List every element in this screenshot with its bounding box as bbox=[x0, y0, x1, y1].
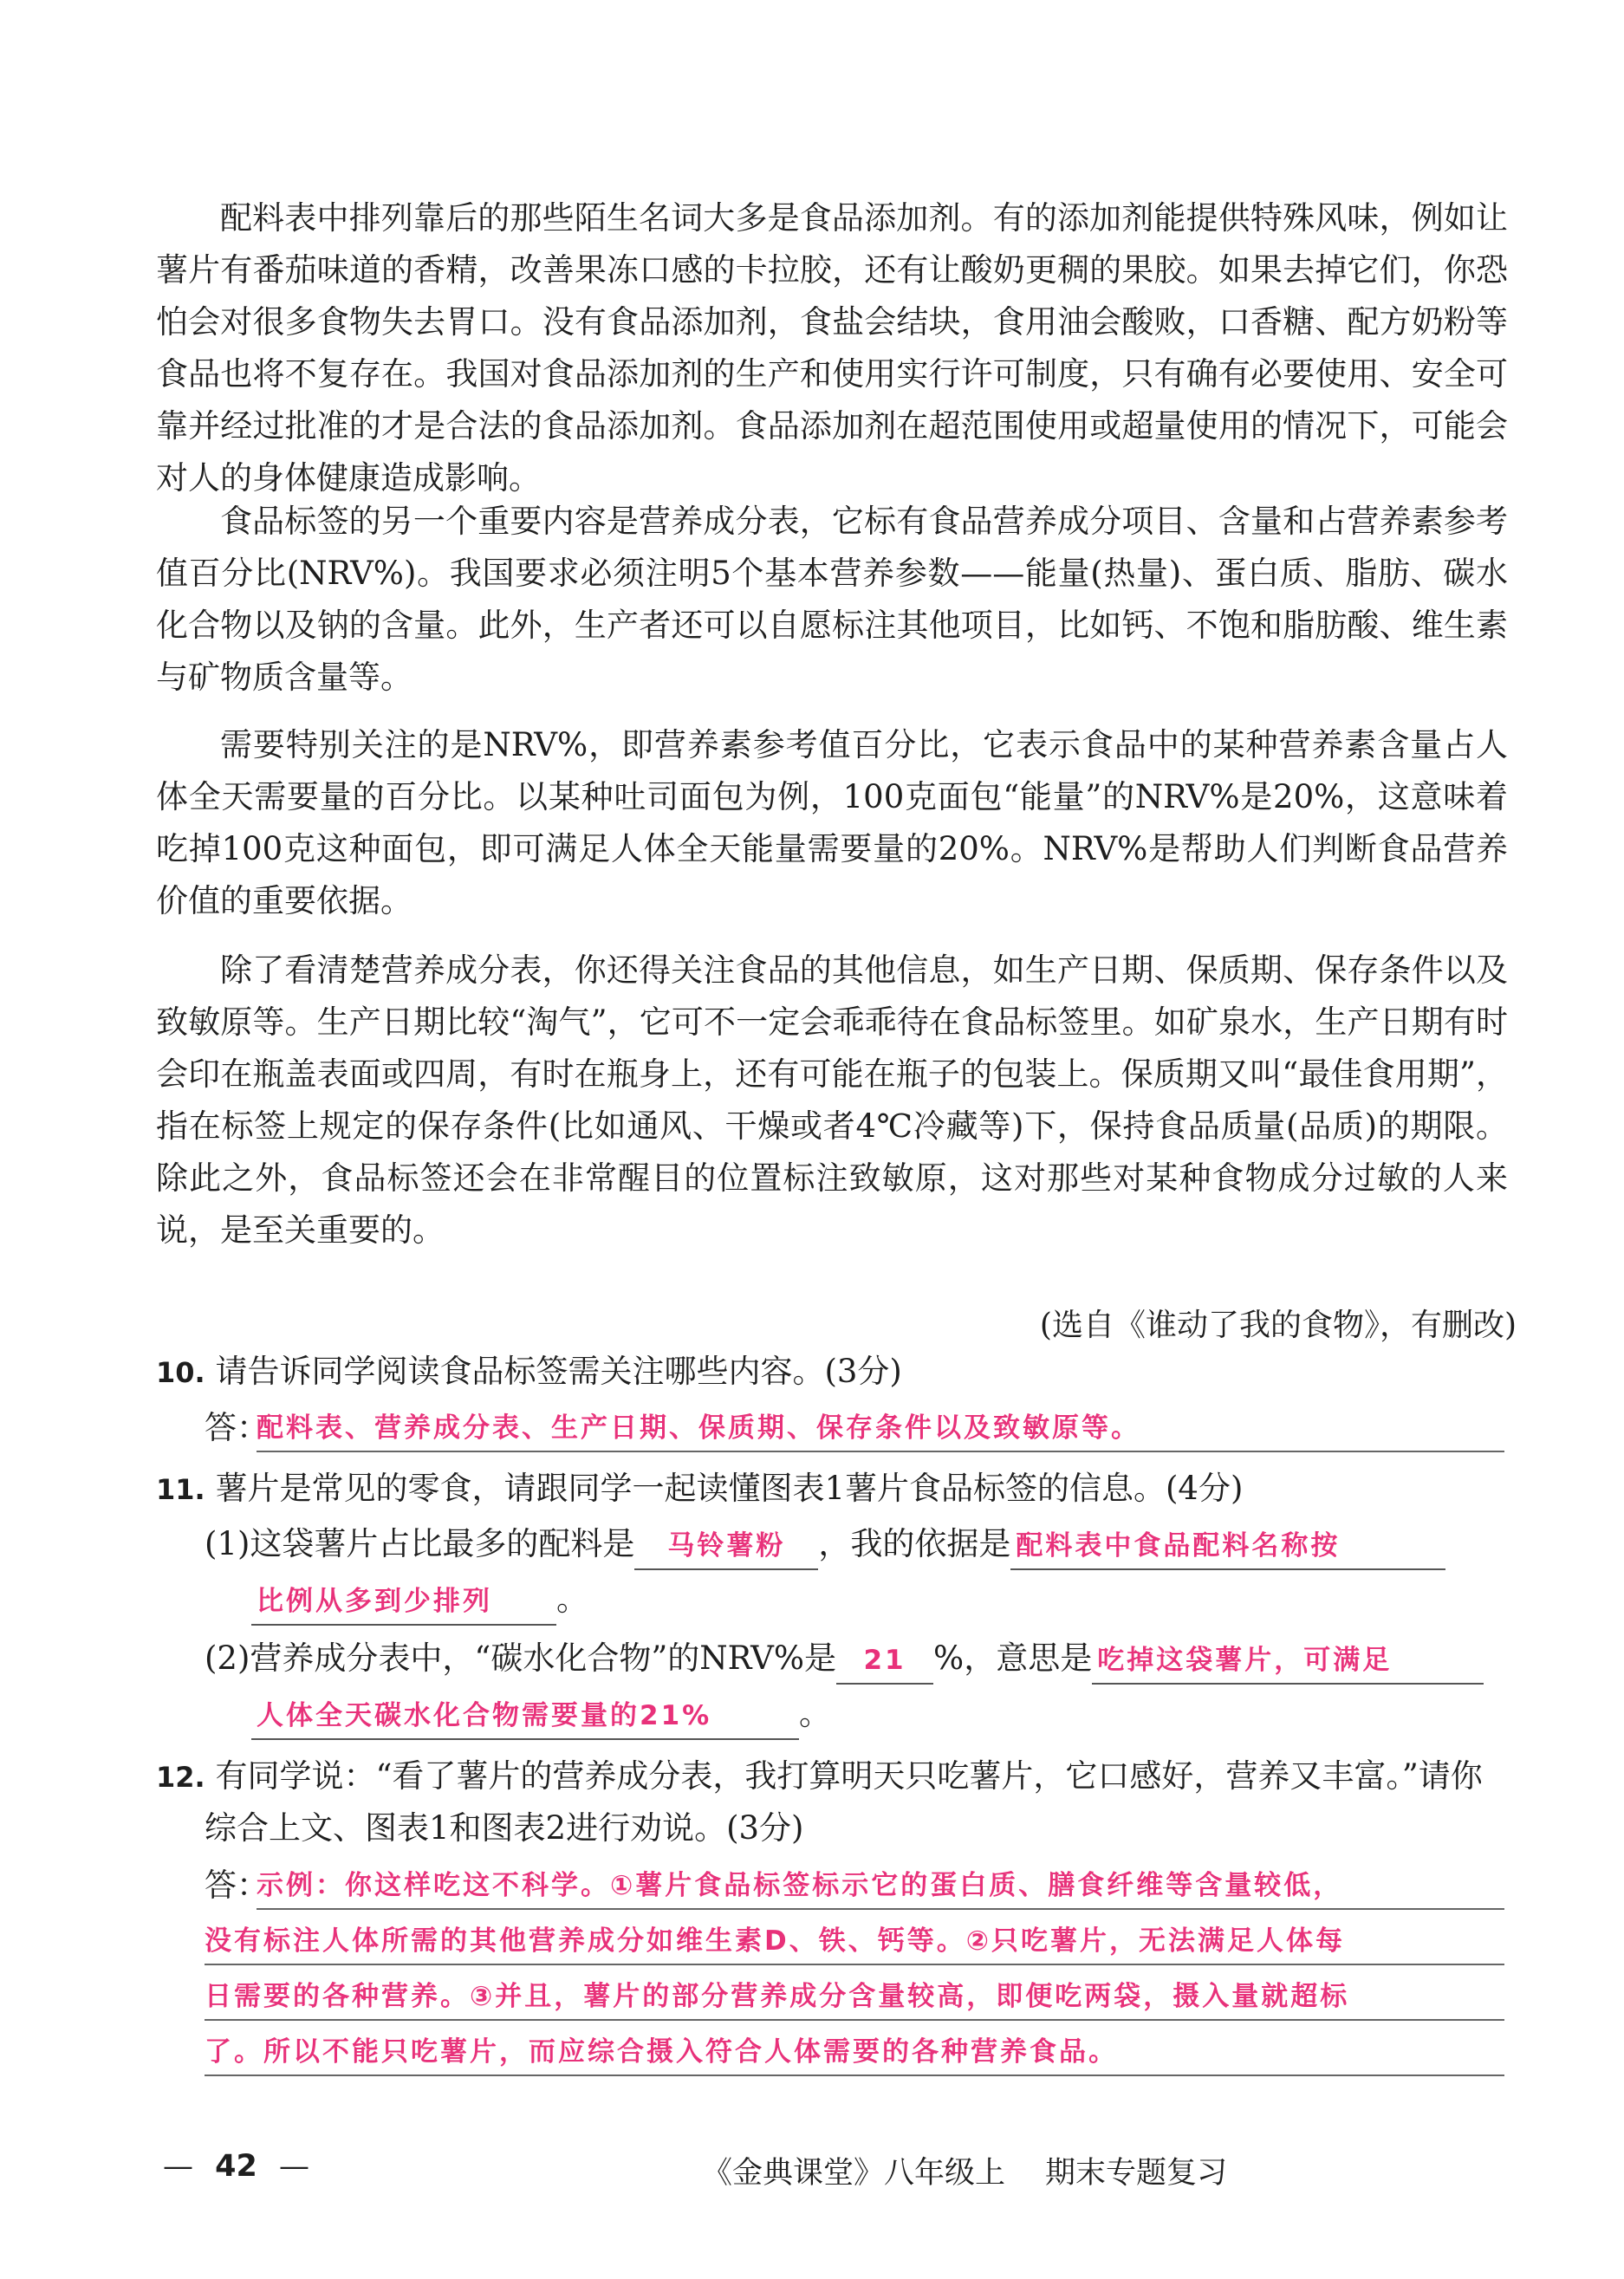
answer-blank bbox=[634, 1522, 818, 1570]
question-number: 10. bbox=[156, 1356, 205, 1389]
handwritten-answer: 配料表、营养成分表、生产日期、保质期、保存条件以及致敏原等。 bbox=[257, 1412, 1140, 1444]
answer-12-line-3 bbox=[205, 1974, 1504, 2021]
sub-question-text: 。 bbox=[799, 1695, 831, 1732]
passage-paragraph-3: 需要特别关注的是NRV%，即营养素参考值百分比，它表示食品中的某种营养素含量占人体全天需要量的百分比。以某种吐司面包为例，100克面包“能量”的NRV%是20%，这意味着吃掉100克这种面包，即可满足人体全天能量需要量的20%。NRV%是帮助人们判断食品营养价值的重要依据。 bbox=[156, 726, 1508, 919]
question-number: 11. bbox=[156, 1473, 205, 1506]
handwritten-answer: 吃掉这袋薯片，可满足 bbox=[1097, 1645, 1393, 1676]
page-number-block bbox=[163, 2149, 309, 2184]
sub-question-text: 。 bbox=[556, 1581, 588, 1618]
question-11-part-2-cont bbox=[251, 1691, 831, 1740]
sub-question-text: (2)营养成分表中，“碳水化合物”的NRV%是 bbox=[205, 1639, 837, 1677]
question-text: 请告诉同学阅读食品标签需关注哪些内容。(3分) bbox=[215, 1353, 902, 1390]
question-11-part-1-cont bbox=[251, 1577, 588, 1626]
passage-paragraph-1: 配料表中排列靠后的那些陌生名词大多是食品添加剂。有的添加剂能提供特殊风味，例如让薯片有番茄味道的香精，改善果冻口感的卡拉胶，还有让酸奶更稠的果胶。如果去掉它们，你恐怕会对很多食物失去胃口。没有食品添加剂，食盐会结块，食用油会酸败，口香糖、配方奶粉等食品也将不复存在。我国对食品添加剂的生产和使用实行许可制度，只有确有必要使用、安全可靠并经过批准的才是合法的食品添加剂。食品添加剂在超范围使用或超量使用的情况下，可能会对人的身体健康造成影响。 bbox=[156, 199, 1508, 497]
handwritten-answer: 马铃薯粉 bbox=[667, 1530, 786, 1562]
question-number: 12. bbox=[156, 1761, 205, 1794]
sub-question-text: %，意思是 bbox=[933, 1639, 1093, 1677]
handwritten-answer: 配料表中食品配料名称按 bbox=[1016, 1530, 1341, 1562]
handwritten-answer: 示例：你这样吃这不科学。①薯片食品标签标示它的蛋白质、膳食纤维等含量较低， bbox=[257, 1870, 1343, 1901]
book-title: 《金典课堂》八年级上 bbox=[702, 2156, 1006, 2191]
handwritten-answer: 21 bbox=[863, 1645, 906, 1676]
dash: — bbox=[279, 2149, 309, 2184]
passage-paragraph-4: 除了看清楚营养成分表，你还得关注食品的其他信息，如生产日期、保质期、保存条件以及致敏原等。生产日期比较“淘气”，它可不一定会乖乖待在食品标签里。如矿泉水，生产日期有时会印在瓶盖表面或四周，有时在瓶身上，还有可能在瓶子的包装上。保质期又叫“最佳食用期”，指在标签上规定的保存条件(比如通风、干燥或者4℃冷藏等)下，保持食品质量(品质)的期限。除此之外，食品标签还会在非常醒目的位置标注致敏原，这对那些对某种食物成分过敏的人来说，是至关重要的。 bbox=[156, 951, 1508, 1249]
sub-question-text: ，我的依据是 bbox=[818, 1525, 1011, 1562]
question-11 bbox=[156, 1464, 1243, 1514]
handwritten-answer: 人体全天碳水化合物需要量的21% bbox=[257, 1700, 712, 1731]
question-11-part-1 bbox=[205, 1522, 1445, 1570]
handwritten-answer: 没有标注人体所需的其他营养成分如维生素D、铁、钙等。②只吃薯片，无法满足人体每 bbox=[205, 1925, 1345, 1957]
handwritten-answer: 日需要的各种营养。③并且，薯片的部分营养成分含量较高，即便吃两袋，摄入量就超标 bbox=[205, 1981, 1350, 2012]
sub-question-text: (1)这袋薯片占比最多的配料是 bbox=[205, 1525, 635, 1562]
answer-blank bbox=[1010, 1522, 1445, 1570]
answer-10-label: 答： bbox=[205, 1409, 269, 1446]
passage-paragraph-2: 食品标签的另一个重要内容是营养成分表，它标有食品营养成分项目、含量和占营养素参考值百分比(NRV%)。我国要求必须注明5个基本营养参数——能量(热量)、蛋白质、脂肪、碳水化合物以及钠的含量。此外，生产者还可以自愿标注其他项目，比如钙、不饱和脂肪酸、维生素与矿物质含量等。 bbox=[156, 503, 1508, 696]
question-12-cont: 综合上文、图表1和图表2进行劝说。(3分) bbox=[205, 1809, 804, 1847]
question-12 bbox=[156, 1752, 1508, 1802]
answer-12-line-1 bbox=[257, 1863, 1504, 1910]
answer-12-line-4 bbox=[205, 2029, 1504, 2076]
handwritten-answer: 比例从多到少排列 bbox=[257, 1586, 492, 1617]
page-number: 42 bbox=[215, 2149, 257, 2184]
answer-12-label: 答： bbox=[205, 1867, 269, 1904]
passage-source: (选自《谁动了我的食物》，有删改) bbox=[1039, 1308, 1517, 1343]
answer-blank bbox=[1092, 1636, 1484, 1685]
answer-12-line-2 bbox=[205, 1919, 1504, 1965]
answer-blank bbox=[251, 1691, 799, 1740]
dash: — bbox=[163, 2149, 193, 2184]
handwritten-answer: 了。所以不能只吃薯片，而应综合摄入符合人体需要的各种营养食品。 bbox=[205, 2036, 1118, 2068]
answer-10-line bbox=[257, 1406, 1504, 1452]
answer-blank bbox=[251, 1577, 556, 1626]
answer-blank bbox=[836, 1636, 933, 1685]
question-text: 薯片是常见的零食，请跟同学一起读懂图表1薯片食品标签的信息。(4分) bbox=[215, 1470, 1244, 1507]
question-10 bbox=[156, 1347, 902, 1397]
question-text: 有同学说：“看了薯片的营养成分表，我打算明天只吃薯片，它口感好，营养又丰富。”请你 bbox=[215, 1757, 1483, 1795]
section-title: 期末专题复习 bbox=[1045, 2156, 1228, 2191]
question-11-part-2 bbox=[205, 1636, 1484, 1685]
